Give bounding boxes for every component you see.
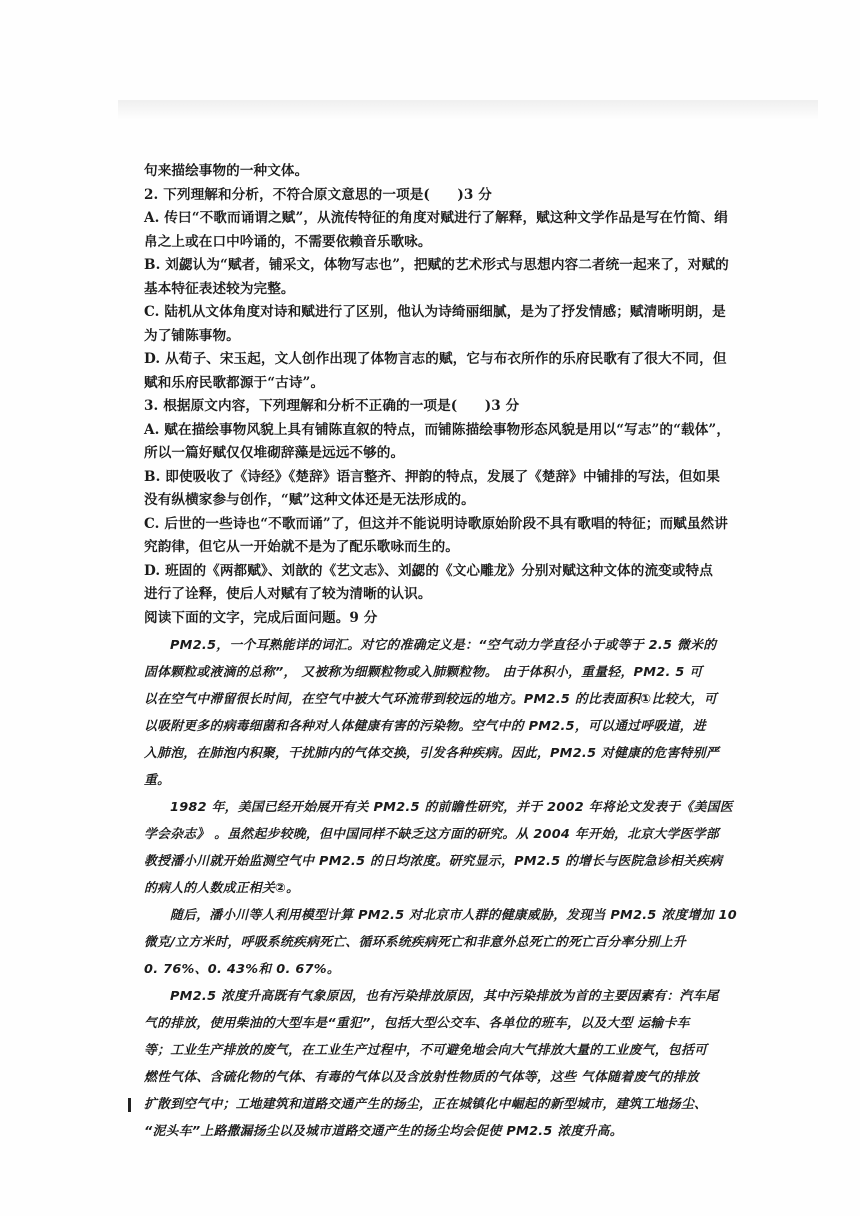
passage-line: 教授潘小川就开始监测空气中 PM2.5 的日均浓度。研究显示，PM2.5 的增长与医院急诊相关疾病 [144, 854, 723, 869]
option-d-line: D. 从荀子、宋玉起，文人创作出现了体物言志的赋，它与布衣所作的乐府民歌有了很大不同，但 [144, 351, 727, 367]
passage-line: 微克/立方米时，呼吸系统疾病死亡、循环系统疾病死亡和非意外总死亡的死亡百分率分别上升 [144, 935, 686, 950]
passage-line: 入肺泡，在肺泡内积聚，干扰肺内的气体交换，引发各种疾病。因此，PM2.5 对健康的危害特别严 [144, 746, 719, 761]
option-a-line: A. 传曰“不歌而诵谓之赋”，从流传特征的角度对赋进行了解释，赋这种文学作品是写在竹简、绢 [144, 210, 728, 226]
question-2-stem: 2. 下列理解和分析，不符合原文意思的一项是( )3 分 [144, 186, 492, 203]
option-a-line: A. 赋在描绘事物风貌上具有铺陈直叙的特点，而铺陈描绘事物形态风貌是用以“写志”的“载体”， [144, 421, 731, 438]
text-line: 进行了诠释，使后人对赋有了较为清晰的认识。 [144, 586, 432, 602]
option-b-line: B. 刘勰认为“赋者，铺采文，体物写志也”，把赋的艺术形式与思想内容二者统一起来了，对赋的 [144, 257, 729, 273]
passage-line: 燃性气体、含硫化物的气体、有毒的气体以及含放射性物质的气体等，这些 气体随着废气的排放 [144, 1070, 699, 1085]
passage-line: 气的排放，使用柴油的大型车是“重犯”，包括大型公交车、各单位的班车，以及大型 运输卡车 [144, 1016, 690, 1031]
passage-line: “泥头车”上路撒漏扬尘以及城市道路交通产生的扬尘均会促使 PM2.5 浓度升高。 [144, 1124, 623, 1139]
passage-line: 0. 76%、0. 43%和 0. 67%。 [144, 962, 340, 977]
passage-line: 以在空气中滞留很长时间，在空气中被大气环流带到较远的地方。PM2.5 的比表面积①比较大，可 [144, 692, 717, 707]
passage-line: 等；工业生产排放的废气，在工业生产过程中，不可避免地会向大气排放大量的工业废气，包括可 [144, 1043, 708, 1058]
passage-line: 扩散到空气中；工地建筑和道路交通产生的扬尘，正在城镇化中崛起的新型城市，建筑工地扬尘、 [144, 1097, 708, 1112]
text-line: 没有纵横家参与创作，“赋”这种文体还是无法形成的。 [144, 492, 475, 508]
text-line: 为了铺陈事物。 [144, 327, 240, 344]
passage-line: 的病人的人数成正相关②。 [144, 881, 300, 896]
text-line: 帛之上或在口中吟诵的，不需要依赖音乐歌咏。 [144, 233, 432, 250]
text-line: 基本特征表述较为完整。 [144, 280, 295, 297]
text-line: 句来描绘事物的一种文体。 [144, 163, 309, 179]
option-d-line: D. 班固的《两都赋》、刘歆的《艺文志》、刘勰的《文心雕龙》分别对赋这种文体的流变或特点 [144, 562, 713, 579]
passage-line: PM2.5 浓度升高既有气象原因，也有污染排放原因，其中污染排放为首的主要因素有：汽车尾 [170, 989, 719, 1004]
text-line: 赋和乐府民歌都源于“古诗”。 [144, 374, 325, 391]
passage-line: PM2.5，一个耳熟能详的词汇。对它的准确定义是：“空气动力学直径小于或等于 2.5 微米的 [170, 638, 717, 653]
question-section [144, 160, 754, 630]
scan-artifact-mark [128, 1098, 131, 1112]
passage-line: 1982 年，美国已经开始展开有关 PM2.5 的前瞻性研究，并于 2002 年将论文发表于《美国医 [170, 800, 733, 815]
page-content [144, 160, 754, 1145]
passage-line: 重。 [144, 773, 171, 788]
passage-line: 以吸附更多的病毒细菌和各种对人体健康有害的污染物。空气中的 PM2.5，可以通过呼吸道，进 [144, 719, 706, 734]
passage-line: 固体颗粒或液滴的总称”， 又被称为细颗粒物或入肺颗粒物。 由于体积小，重量轻，PM2. 5 可 [144, 665, 703, 680]
question-3-stem: 3. 根据原文内容，下列理解和分析不正确的一项是( )3 分 [144, 398, 520, 414]
reading-passage [144, 632, 754, 1145]
text-line: 究韵律，但它从一开始就不是为了配乐歌咏而生的。 [144, 539, 459, 555]
passage-line: 随后，潘小川等人利用模型计算 PM2.5 对北京市人群的健康威胁，发现当 PM2.5 浓度增加 10 [170, 908, 737, 923]
option-c-line: C. 后世的一些诗也“不歌而诵”了，但这并不能说明诗歌原始阶段不具有歌唱的特征；而赋虽然讲 [144, 515, 728, 532]
passage-line: 学会杂志》 。虽然起步较晚，但中国同样不缺乏这方面的研究。从 2004 年开始，北京大学医学部 [144, 827, 719, 842]
scan-edge-shadow [118, 100, 818, 120]
reading-instruction: 阅读下面的文字，完成后面问题。9 分 [144, 609, 378, 626]
option-b-line: B. 即使吸收了《诗经》《楚辞》语言整齐、押韵的特点，发展了《楚辞》中铺排的写法，但如果 [144, 468, 720, 485]
option-c-line: C. 陆机从文体角度对诗和赋进行了区别，他认为诗绮丽细腻，是为了抒发情感；赋清晰明朗，是 [144, 304, 726, 320]
text-line: 所以一篇好赋仅仅堆砌辞藻是远远不够的。 [144, 445, 405, 461]
